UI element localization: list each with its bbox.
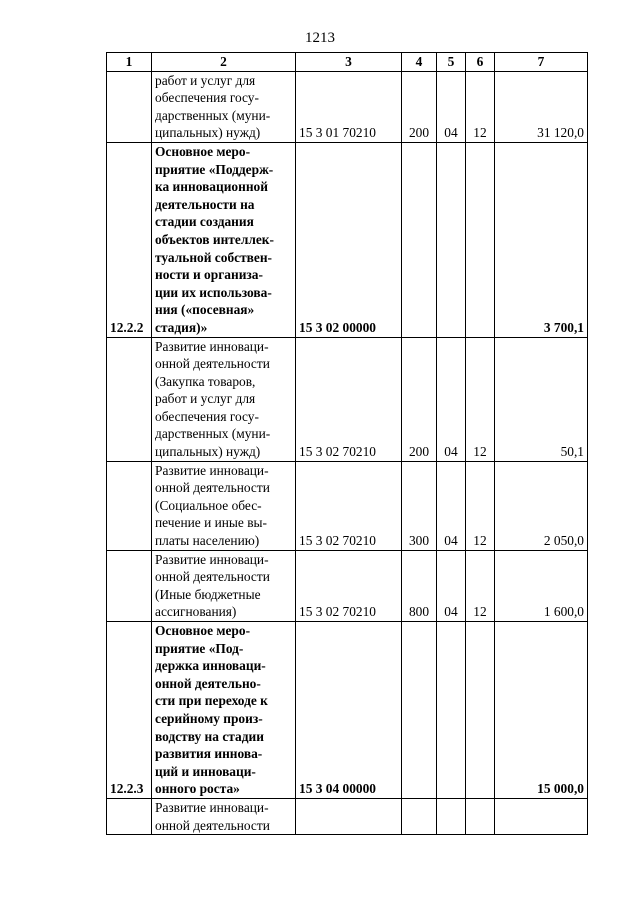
row-pr: 12 [466, 461, 495, 550]
header-col-7: 7 [495, 53, 588, 72]
row-pr: 12 [466, 71, 495, 142]
row-vr: 200 [402, 337, 437, 461]
row-vr [402, 622, 437, 799]
table-row [107, 142, 588, 337]
row-sum: 50,1 [495, 337, 588, 461]
table-row [107, 71, 588, 142]
row-name: Развитие инноваци- онной деятельности [152, 798, 296, 834]
row-sum: 2 050,0 [495, 461, 588, 550]
table-row [107, 798, 588, 834]
row-pr: 12 [466, 337, 495, 461]
row-name: Развитие инноваци- онной деятельности (Закупка товаров, работ и услуг для обеспечения госу- дарственных (муни- ципальных) нужд) [152, 337, 296, 461]
header-row [107, 53, 588, 72]
row-name: работ и услуг для обеспечения госу- дарственных (муни- ципальных) нужд) [152, 71, 296, 142]
row-code: 12.2.2 [107, 142, 152, 337]
header-col-1: 1 [107, 53, 152, 72]
row-csr [296, 798, 402, 834]
table-row [107, 461, 588, 550]
row-vr: 200 [402, 71, 437, 142]
row-code [107, 337, 152, 461]
row-csr: 15 3 02 70210 [296, 550, 402, 621]
row-vr: 800 [402, 550, 437, 621]
row-sum: 31 120,0 [495, 71, 588, 142]
row-sum [495, 798, 588, 834]
row-pr [466, 798, 495, 834]
row-name: Развитие инноваци- онной деятельности (Иные бюджетные ассигнования) [152, 550, 296, 621]
row-sum: 15 000,0 [495, 622, 588, 799]
row-rz [437, 622, 466, 799]
row-sum: 1 600,0 [495, 550, 588, 621]
table-row [107, 337, 588, 461]
row-vr [402, 142, 437, 337]
row-pr [466, 622, 495, 799]
budget-table [106, 52, 588, 835]
row-code [107, 461, 152, 550]
header-col-6: 6 [466, 53, 495, 72]
row-csr: 15 3 02 70210 [296, 337, 402, 461]
row-csr: 15 3 02 70210 [296, 461, 402, 550]
row-rz: 04 [437, 71, 466, 142]
header-col-5: 5 [437, 53, 466, 72]
header-col-2: 2 [152, 53, 296, 72]
row-code: 12.2.3 [107, 622, 152, 799]
row-rz: 04 [437, 337, 466, 461]
row-name: Основное меро- приятие «Поддерж- ка инновационной деятельности на стадии создания объектов интеллек- туальной собствен- ности и организа- ции их использова- ния («посевная» стадия)» [152, 142, 296, 337]
row-pr [466, 142, 495, 337]
header-col-3: 3 [296, 53, 402, 72]
row-name: Основное меро- приятие «Под- держка инноваци- онной деятельно- сти при переходе к серийному произ- водству на стадии развития иннова- ций и инноваци- онного роста» [152, 622, 296, 799]
row-sum: 3 700,1 [495, 142, 588, 337]
row-rz [437, 798, 466, 834]
page-number: 1213 [305, 30, 335, 46]
row-rz [437, 142, 466, 337]
row-vr [402, 798, 437, 834]
row-name: Развитие инноваци- онной деятельности (Социальное обес- печение и иные вы- платы населению) [152, 461, 296, 550]
row-rz: 04 [437, 550, 466, 621]
row-code [107, 550, 152, 621]
row-vr: 300 [402, 461, 437, 550]
row-rz: 04 [437, 461, 466, 550]
header-col-4: 4 [402, 53, 437, 72]
row-pr: 12 [466, 550, 495, 621]
table-row [107, 550, 588, 621]
table-row [107, 622, 588, 799]
row-csr: 15 3 02 00000 [296, 142, 402, 337]
row-code [107, 798, 152, 834]
row-csr: 15 3 01 70210 [296, 71, 402, 142]
row-csr: 15 3 04 00000 [296, 622, 402, 799]
row-code [107, 71, 152, 142]
